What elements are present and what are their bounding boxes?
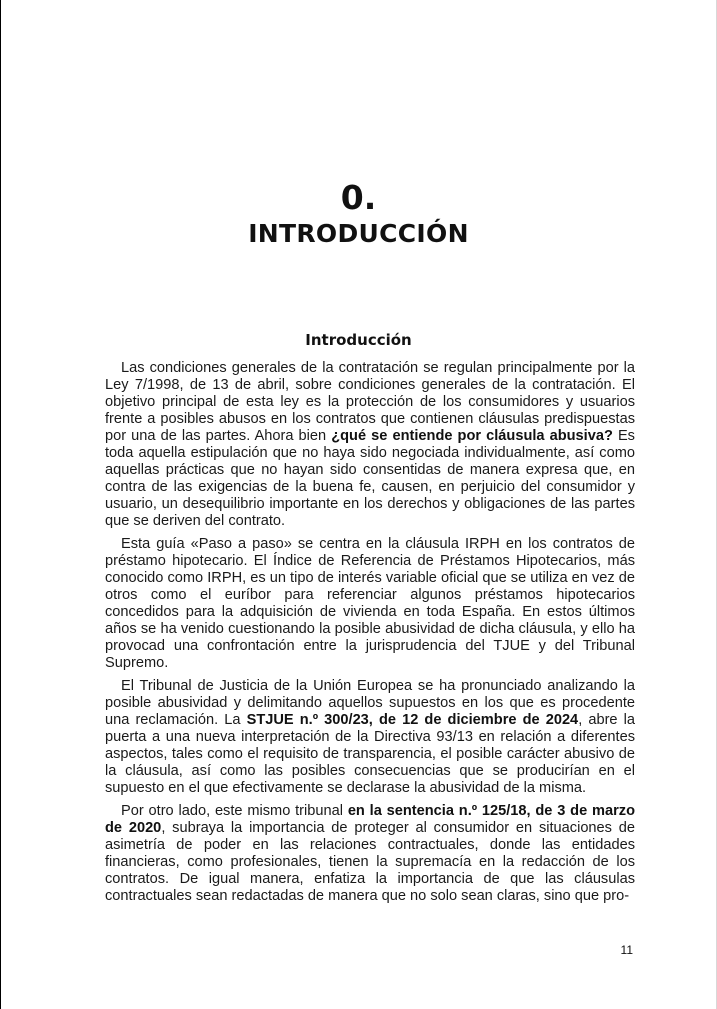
paragraph-4-text: Por otro lado, este mismo tribunal [121,803,348,819]
paragraph-4-text-end: , subraya la importancia de proteger al consumidor en situaciones de asimetría de poder en las relaciones contractuales, donde las entidades financieras, como profesionales, tienen la supremacía en la redacción de los contratos. De igual manera, enfatiza la importancia de que las cláusulas contractuales sean redactadas de manera que no solo sean claras, sino que pro- [105,820,635,904]
paragraph-3-bold: STJUE n.º 300/23, de 12 de diciembre de 2024 [246,712,579,728]
paragraph-3-text: El Tribunal de Justicia de la Unión Europea se ha pronunciado analizando la posible abusividad y delimitando aquellos supuestos en los que es procedente una reclamación. La [105,678,635,728]
paragraph-4-bold: en la sentencia n.º 125/18, de 3 de marzo de 2020 [105,803,635,836]
paragraph-3 [105,678,635,797]
page-number: 11 [620,943,633,957]
paragraph-3-text-end: , abre la puerta a una nueva interpretación de la Directiva 93/13 en relación a diferentes aspectos, tales como el requisito de transparencia, el posible carácter abusivo de la cláusula, así como las posibles consecuencias que se producirían en el supuesto en el que efectivamente se declarase la abusividad de la misma. [105,712,636,796]
paragraph-1-text-end: Es toda aquella estipulación que no haya sido negociada individualmente, así como aquellas prácticas que no hayan sido consentidas de manera expresa que, en contra de las exigencias de la buena fe, causen, en perjuicio del consumidor y usuario, un desequilibrio importante en los derechos y obligaciones de las partes que se deriven del contrato. [105,428,635,529]
section-title: Introducción [305,331,412,349]
paragraph-4 [105,803,635,905]
paragraph-1 [105,360,635,530]
page-left-edge [0,0,1,1009]
paragraph-1-bold: ¿qué se entiende por cláusula abusiva? [331,428,613,444]
paragraph-2-text: Esta guía «Paso a paso» se centra en la cláusula IRPH en los contratos de préstamo hipotecario. El Índice de Referencia de Préstamos Hipotecarios, más conocido como IRPH, es un tipo de interés variable oficial que se utiliza en vez de otros como el euríbor para referenciar algunos préstamos hipotecarios concedidos para la adquisición de vivienda en toda España. En estos últimos años se ha venido cuestionando la posible abusividad de dicha cláusula, y ello ha provocad una confrontación entre la jurisprudencia del TJUE y del Tribunal Supremo. [105,536,635,671]
chapter-title: INTRODUCCIÓN [248,219,469,248]
body-text [105,360,635,911]
chapter-number: 0. [340,178,377,217]
paragraph-2 [105,536,635,672]
paragraph-1-text: Las condiciones generales de la contratación se regulan principalmente por la Ley 7/1998, de 13 de abril, sobre condiciones generales de la contratación. El objetivo principal de esta ley es la protección de los consumidores y usuarios frente a posibles abusos en los contratos que contienen cláusulas predispuestas por una de las partes. Ahora bien [105,360,635,444]
